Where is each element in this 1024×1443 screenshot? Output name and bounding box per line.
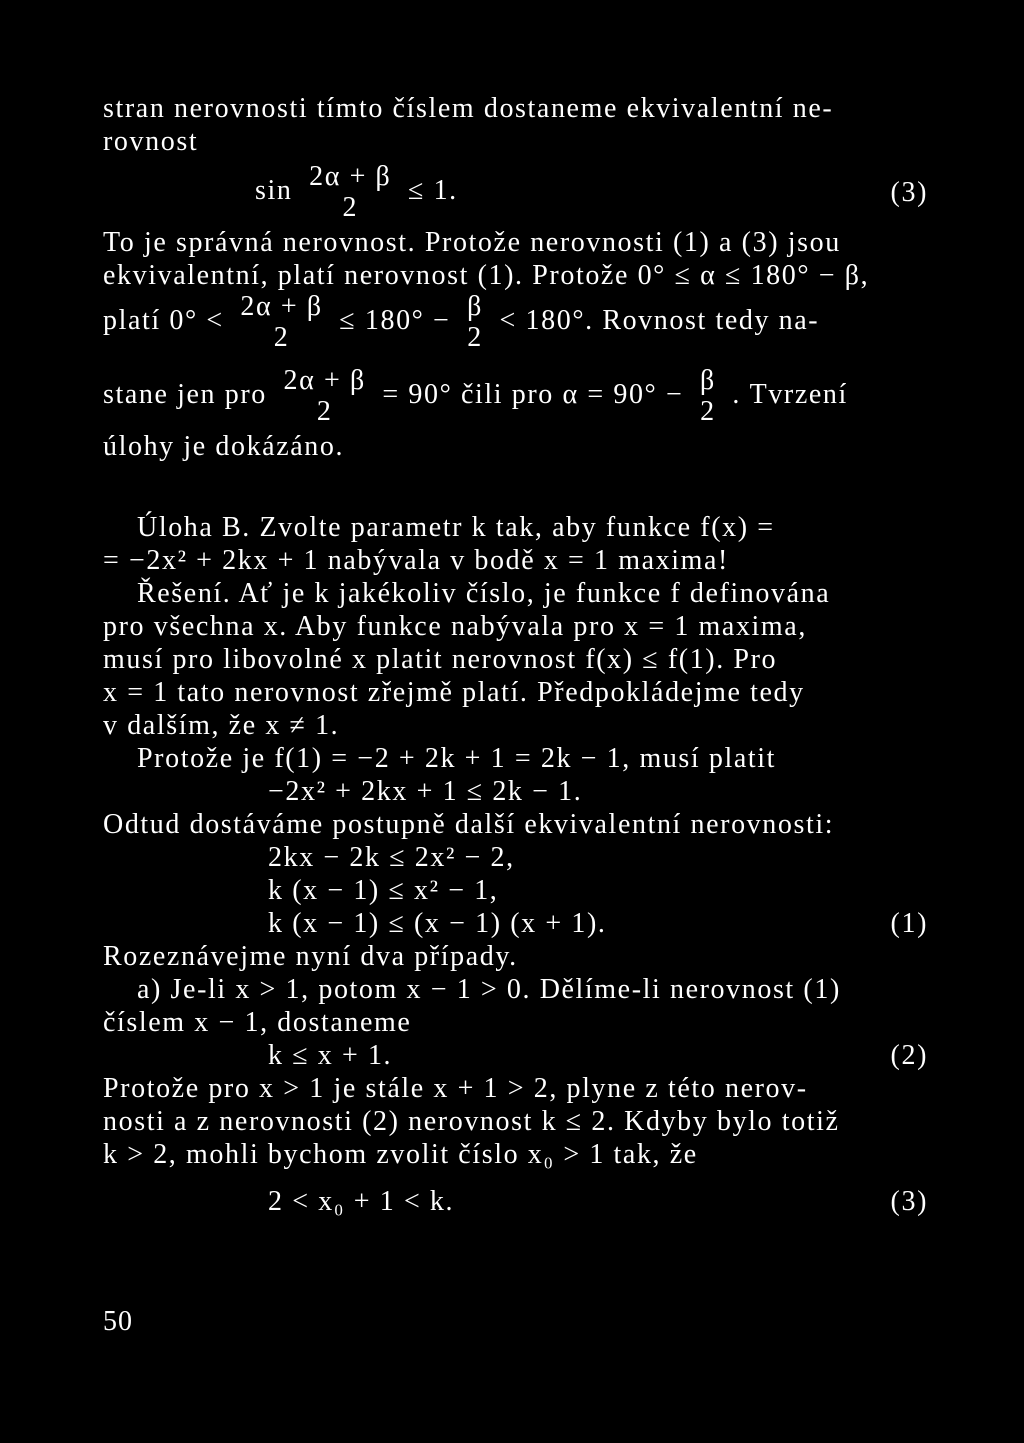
text-line xyxy=(103,742,928,775)
text-line xyxy=(103,1138,928,1171)
fraction xyxy=(307,162,393,223)
solution-text: k > 2, mohli bychom zvolit číslo x₀ > 1 tak, že xyxy=(103,1139,698,1170)
solution-text: musí pro libovolné x platit nerovnost f(x) ≤ f(1). Pro xyxy=(103,644,778,675)
text-line-content: To je správná nerovnost. Protože nerovnosti (1) a (3) jsou xyxy=(103,227,841,258)
equation: k (x − 1) ≤ x² − 1, xyxy=(268,875,499,906)
equation-label: (2) xyxy=(890,1040,928,1071)
fraction-numerator: 2α + β xyxy=(283,365,366,396)
text-line xyxy=(103,610,928,643)
fraction-numerator: β xyxy=(699,365,716,396)
text-line xyxy=(103,940,928,973)
equation: k ≤ x + 1. xyxy=(268,1040,393,1071)
fraction-denominator: 2 xyxy=(342,192,359,223)
text-line xyxy=(103,1006,928,1039)
fraction-numerator: β xyxy=(467,291,483,322)
text-line xyxy=(103,643,928,676)
equation-line xyxy=(103,1185,928,1218)
formula-text: . Tvrzení xyxy=(732,378,848,410)
sin-function: sin xyxy=(255,174,293,206)
solution-text: v dalším, že x ≠ 1. xyxy=(103,710,340,741)
text-line xyxy=(103,259,928,292)
page-text xyxy=(103,92,928,1218)
solution-text: a) Je-li x > 1, potom x − 1 > 0. Dělíme-li nerovnost (1) xyxy=(137,974,841,1005)
fraction-denominator: 2 xyxy=(273,322,290,353)
text-line xyxy=(103,430,928,463)
solution-heading-line xyxy=(103,577,928,610)
equation-rhs: ≤ 1. xyxy=(408,174,458,206)
formula-text: < 180°. Rovnost tedy na- xyxy=(499,304,820,336)
formula-text: platí 0° < xyxy=(103,304,224,336)
equation-line xyxy=(103,874,928,907)
equation-line xyxy=(103,775,928,808)
text-line xyxy=(103,1105,928,1138)
text-line xyxy=(103,1072,928,1105)
text-line xyxy=(103,709,928,742)
task-heading-line xyxy=(103,511,928,544)
text-line xyxy=(103,544,928,577)
text-line-content: ekvivalentní, platí nerovnost (1). Protože 0° ≤ α ≤ 180° − β, xyxy=(103,260,870,291)
solution-text: Řešení. Ať je k jakékoliv číslo, je funkce f definována xyxy=(137,578,831,609)
equation: −2x² + 2kx + 1 ≤ 2k − 1. xyxy=(268,776,583,807)
fraction xyxy=(281,366,367,427)
page-number: 50 xyxy=(103,1306,133,1337)
fraction xyxy=(465,292,485,353)
fraction-denominator: 2 xyxy=(316,396,333,427)
equation-line xyxy=(103,907,928,940)
formula-text: ≤ 180° − xyxy=(339,304,451,336)
text-line-content: rovnost xyxy=(103,126,199,157)
text-line xyxy=(103,226,928,259)
text-line xyxy=(103,92,928,125)
equation: 2 < x₀ + 1 < k. xyxy=(268,1186,455,1217)
solution-text: Odtud dostáváme postupně další ekvivalentní nerovnosti: xyxy=(103,809,835,840)
formula-text: = 90° čili pro α = 90° − xyxy=(382,378,684,410)
fraction-numerator: 2α + β xyxy=(240,291,323,322)
task-statement: = −2x² + 2kx + 1 nabývala v bodě x = 1 maxima! xyxy=(103,545,729,576)
equation-label: (3) xyxy=(890,1186,928,1217)
text-line-content: úlohy je dokázáno. xyxy=(103,431,345,462)
equation: k (x − 1) ≤ (x − 1) (x + 1). xyxy=(268,908,607,939)
formula-text: stane jen pro xyxy=(103,378,267,410)
fraction-denominator: 2 xyxy=(467,322,483,353)
fraction-numerator: 2α + β xyxy=(309,161,392,192)
solution-text: pro všechna x. Aby funkce nabývala pro x = 1 maxima, xyxy=(103,611,807,642)
text-line-content: stran nerovnosti tímto číslem dostaneme ekvivalentní ne- xyxy=(103,93,834,124)
fraction xyxy=(698,366,718,427)
solution-text: Protože pro x > 1 je stále x + 1 > 2, plyne z této nerov- xyxy=(103,1073,808,1104)
text-line xyxy=(103,808,928,841)
solution-text: Protože je f(1) = −2 + 2k + 1 = 2k − 1, musí platit xyxy=(137,743,777,774)
text-line xyxy=(103,676,928,709)
equation-label: (3) xyxy=(890,177,928,208)
equation-line xyxy=(103,1039,928,1072)
inline-formula-line xyxy=(103,292,928,354)
equation-line xyxy=(103,841,928,874)
text-line xyxy=(103,973,928,1006)
solution-text: Rozeznávejme nyní dva případy. xyxy=(103,941,518,972)
equation-label: (1) xyxy=(890,908,928,939)
fraction-denominator: 2 xyxy=(700,396,716,427)
equation: 2kx − 2k ≤ 2x² − 2, xyxy=(268,842,515,873)
text-line xyxy=(103,125,928,158)
solution-text: číslem x − 1, dostaneme xyxy=(103,1007,412,1038)
task-statement: Úloha B. Zvolte parametr k tak, aby funkce f(x) = xyxy=(137,512,775,543)
inline-formula-line xyxy=(103,366,928,430)
equation-3 xyxy=(103,158,928,226)
fraction xyxy=(238,292,324,353)
solution-text: x = 1 tato nerovnost zřejmě platí. Předpokládejme tedy xyxy=(103,677,805,708)
solution-text: nosti a z nerovnosti (2) nerovnost k ≤ 2. Kdyby bylo totiž xyxy=(103,1106,840,1137)
